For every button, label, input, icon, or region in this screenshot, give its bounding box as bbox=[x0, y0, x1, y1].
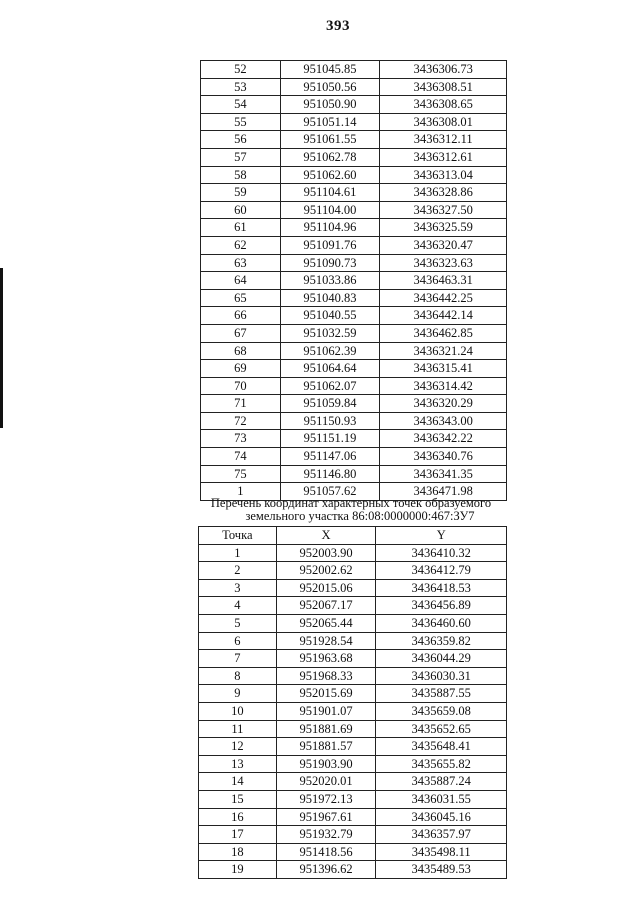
coordinates-table-continued bbox=[200, 60, 507, 501]
cell-y: 3435648.41 bbox=[376, 738, 507, 756]
cell-point: 69 bbox=[201, 360, 281, 378]
table-row bbox=[199, 562, 507, 580]
cell-y: 3436044.29 bbox=[376, 650, 507, 668]
caption-line-1: Перечень координат характерных точек образуемого bbox=[210, 496, 492, 510]
table-row bbox=[199, 808, 507, 826]
cell-y: 3436320.29 bbox=[380, 395, 507, 413]
table-row bbox=[201, 342, 507, 360]
cell-point: 2 bbox=[199, 562, 277, 580]
cell-point: 14 bbox=[199, 773, 277, 791]
cell-y: 3436410.32 bbox=[376, 544, 507, 562]
cell-x: 951040.83 bbox=[280, 289, 380, 307]
cell-x: 952020.01 bbox=[276, 773, 376, 791]
cell-y: 3436342.22 bbox=[380, 430, 507, 448]
page-number: 393 bbox=[326, 18, 350, 34]
cell-x: 951104.00 bbox=[280, 201, 380, 219]
cell-y: 3436456.89 bbox=[376, 597, 507, 615]
cell-y: 3436320.47 bbox=[380, 236, 507, 254]
cell-point: 72 bbox=[201, 412, 281, 430]
cell-y: 3436030.31 bbox=[376, 667, 507, 685]
cell-y: 3436045.16 bbox=[376, 808, 507, 826]
table-row bbox=[199, 826, 507, 844]
table-caption bbox=[186, 497, 516, 523]
cell-point: 1 bbox=[199, 544, 277, 562]
cell-point: 59 bbox=[201, 184, 281, 202]
table-row bbox=[201, 254, 507, 272]
cell-point: 56 bbox=[201, 131, 281, 149]
cell-point: 17 bbox=[199, 826, 277, 844]
cell-y: 3436321.24 bbox=[380, 342, 507, 360]
table-row bbox=[201, 395, 507, 413]
header-point: Точка bbox=[199, 527, 277, 545]
cell-x: 951418.56 bbox=[276, 843, 376, 861]
table-row bbox=[199, 544, 507, 562]
table-row bbox=[201, 465, 507, 483]
cell-y: 3436471.98 bbox=[380, 483, 507, 501]
cell-point: 68 bbox=[201, 342, 281, 360]
cell-y: 3436328.86 bbox=[380, 184, 507, 202]
cell-x: 951057.62 bbox=[280, 483, 380, 501]
cell-point: 10 bbox=[199, 702, 277, 720]
cell-x: 951968.33 bbox=[276, 667, 376, 685]
cell-y: 3436343.00 bbox=[380, 412, 507, 430]
cell-x: 951972.13 bbox=[276, 790, 376, 808]
cell-x: 951061.55 bbox=[280, 131, 380, 149]
table-row bbox=[201, 236, 507, 254]
table-row bbox=[201, 289, 507, 307]
table-row bbox=[201, 131, 507, 149]
cell-point: 3 bbox=[199, 579, 277, 597]
cell-x: 951059.84 bbox=[280, 395, 380, 413]
table-row bbox=[199, 685, 507, 703]
cell-point: 8 bbox=[199, 667, 277, 685]
coordinates-table-zu7 bbox=[198, 526, 507, 879]
table-row bbox=[199, 650, 507, 668]
cell-point: 1 bbox=[201, 483, 281, 501]
cell-y: 3436308.51 bbox=[380, 78, 507, 96]
table-row bbox=[199, 755, 507, 773]
cell-point: 9 bbox=[199, 685, 277, 703]
cell-x: 951147.06 bbox=[280, 448, 380, 466]
cell-x: 951062.07 bbox=[280, 377, 380, 395]
table-row bbox=[201, 78, 507, 96]
cell-y: 3436308.65 bbox=[380, 96, 507, 114]
cell-x: 951090.73 bbox=[280, 254, 380, 272]
header-y: Y bbox=[376, 527, 507, 545]
cell-point: 7 bbox=[199, 650, 277, 668]
cell-y: 3436312.61 bbox=[380, 148, 507, 166]
table-row bbox=[199, 861, 507, 879]
cell-x: 951040.55 bbox=[280, 307, 380, 325]
cell-x: 951903.90 bbox=[276, 755, 376, 773]
cell-y: 3436357.97 bbox=[376, 826, 507, 844]
table-row bbox=[199, 614, 507, 632]
table-row bbox=[199, 843, 507, 861]
cell-x: 951032.59 bbox=[280, 324, 380, 342]
cell-y: 3436418.53 bbox=[376, 579, 507, 597]
cell-point: 18 bbox=[199, 843, 277, 861]
cell-y: 3436460.60 bbox=[376, 614, 507, 632]
cell-point: 13 bbox=[199, 755, 277, 773]
cell-y: 3436313.04 bbox=[380, 166, 507, 184]
cell-x: 951881.57 bbox=[276, 738, 376, 756]
cell-y: 3436312.11 bbox=[380, 131, 507, 149]
table-row bbox=[201, 201, 507, 219]
cell-point: 74 bbox=[201, 448, 281, 466]
cell-point: 75 bbox=[201, 465, 281, 483]
cell-point: 71 bbox=[201, 395, 281, 413]
cell-y: 3436463.31 bbox=[380, 272, 507, 290]
cell-y: 3435498.11 bbox=[376, 843, 507, 861]
cell-y: 3436442.25 bbox=[380, 289, 507, 307]
table-row bbox=[201, 184, 507, 202]
cell-y: 3436341.35 bbox=[380, 465, 507, 483]
table-row bbox=[201, 360, 507, 378]
cell-point: 67 bbox=[201, 324, 281, 342]
cell-x: 951104.96 bbox=[280, 219, 380, 237]
cell-point: 53 bbox=[201, 78, 281, 96]
cell-y: 3436315.41 bbox=[380, 360, 507, 378]
scan-edge-mark bbox=[0, 268, 3, 428]
table-row bbox=[199, 702, 507, 720]
cell-y: 3435652.65 bbox=[376, 720, 507, 738]
cell-point: 5 bbox=[199, 614, 277, 632]
table-row bbox=[201, 272, 507, 290]
cell-x: 952015.06 bbox=[276, 579, 376, 597]
cell-y: 3436359.82 bbox=[376, 632, 507, 650]
cell-y: 3436314.42 bbox=[380, 377, 507, 395]
cell-point: 57 bbox=[201, 148, 281, 166]
table-row bbox=[201, 377, 507, 395]
cell-point: 55 bbox=[201, 113, 281, 131]
table-row bbox=[201, 430, 507, 448]
cell-point: 54 bbox=[201, 96, 281, 114]
cell-x: 952003.90 bbox=[276, 544, 376, 562]
cell-x: 951091.76 bbox=[280, 236, 380, 254]
cell-x: 951045.85 bbox=[280, 61, 380, 79]
table-row bbox=[201, 412, 507, 430]
table-row bbox=[199, 773, 507, 791]
table-row bbox=[201, 113, 507, 131]
cell-x: 951881.69 bbox=[276, 720, 376, 738]
cell-y: 3436325.59 bbox=[380, 219, 507, 237]
cell-x: 951967.61 bbox=[276, 808, 376, 826]
table-row bbox=[201, 307, 507, 325]
cell-y: 3436442.14 bbox=[380, 307, 507, 325]
cell-x: 951064.64 bbox=[280, 360, 380, 378]
table-row bbox=[201, 96, 507, 114]
cell-y: 3436340.76 bbox=[380, 448, 507, 466]
table-row bbox=[199, 579, 507, 597]
cell-point: 58 bbox=[201, 166, 281, 184]
cell-point: 61 bbox=[201, 219, 281, 237]
table-row bbox=[201, 324, 507, 342]
table-row bbox=[199, 597, 507, 615]
cell-y: 3435887.55 bbox=[376, 685, 507, 703]
cell-point: 60 bbox=[201, 201, 281, 219]
cell-x: 951150.93 bbox=[280, 412, 380, 430]
cell-point: 52 bbox=[201, 61, 281, 79]
cell-x: 951901.07 bbox=[276, 702, 376, 720]
cell-x: 951963.68 bbox=[276, 650, 376, 668]
table-row bbox=[199, 667, 507, 685]
cell-point: 63 bbox=[201, 254, 281, 272]
cell-x: 951050.56 bbox=[280, 78, 380, 96]
cell-y: 3435489.53 bbox=[376, 861, 507, 879]
table-row bbox=[199, 632, 507, 650]
cell-point: 70 bbox=[201, 377, 281, 395]
header-x: X bbox=[276, 527, 376, 545]
cell-y: 3435887.24 bbox=[376, 773, 507, 791]
table-row bbox=[201, 61, 507, 79]
cell-x: 951104.61 bbox=[280, 184, 380, 202]
cell-x: 951033.86 bbox=[280, 272, 380, 290]
cell-x: 951928.54 bbox=[276, 632, 376, 650]
cell-x: 951062.39 bbox=[280, 342, 380, 360]
cell-x: 951932.79 bbox=[276, 826, 376, 844]
table-header-row bbox=[199, 527, 507, 545]
cell-point: 62 bbox=[201, 236, 281, 254]
table-row bbox=[201, 448, 507, 466]
table-row bbox=[199, 720, 507, 738]
cell-point: 12 bbox=[199, 738, 277, 756]
cell-point: 6 bbox=[199, 632, 277, 650]
cell-point: 73 bbox=[201, 430, 281, 448]
cell-point: 4 bbox=[199, 597, 277, 615]
cell-y: 3436323.63 bbox=[380, 254, 507, 272]
cell-x: 951146.80 bbox=[280, 465, 380, 483]
cell-point: 16 bbox=[199, 808, 277, 826]
cell-point: 65 bbox=[201, 289, 281, 307]
cell-x: 951062.78 bbox=[280, 148, 380, 166]
cell-y: 3436031.55 bbox=[376, 790, 507, 808]
caption-line-2: земельного участка 86:08:0000000:467:ЗУ7 bbox=[245, 509, 475, 523]
cell-y: 3436462.85 bbox=[380, 324, 507, 342]
cell-x: 951151.19 bbox=[280, 430, 380, 448]
cell-x: 951396.62 bbox=[276, 861, 376, 879]
cell-y: 3436306.73 bbox=[380, 61, 507, 79]
table-row bbox=[201, 166, 507, 184]
cell-point: 15 bbox=[199, 790, 277, 808]
cell-point: 11 bbox=[199, 720, 277, 738]
cell-y: 3436412.79 bbox=[376, 562, 507, 580]
table-row bbox=[199, 738, 507, 756]
cell-point: 19 bbox=[199, 861, 277, 879]
cell-x: 952015.69 bbox=[276, 685, 376, 703]
cell-x: 951051.14 bbox=[280, 113, 380, 131]
cell-x: 951062.60 bbox=[280, 166, 380, 184]
table-row bbox=[201, 219, 507, 237]
cell-y: 3436327.50 bbox=[380, 201, 507, 219]
cell-x: 952002.62 bbox=[276, 562, 376, 580]
cell-y: 3435659.08 bbox=[376, 702, 507, 720]
cell-y: 3436308.01 bbox=[380, 113, 507, 131]
cell-y: 3435655.82 bbox=[376, 755, 507, 773]
cell-x: 952065.44 bbox=[276, 614, 376, 632]
cell-point: 66 bbox=[201, 307, 281, 325]
cell-point: 64 bbox=[201, 272, 281, 290]
cell-x: 952067.17 bbox=[276, 597, 376, 615]
table-row bbox=[199, 790, 507, 808]
table-row bbox=[201, 148, 507, 166]
cell-x: 951050.90 bbox=[280, 96, 380, 114]
